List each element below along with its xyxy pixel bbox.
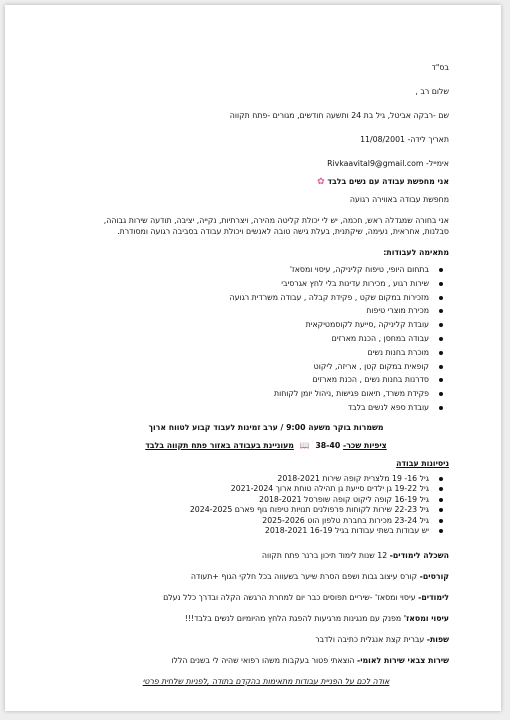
subline: מחפשת עבודה באווירה רגועה	[349, 195, 449, 204]
experience-title: ניסיונות עבודה	[396, 458, 449, 468]
education-label: השכלה לימודים-	[389, 550, 449, 560]
massage-text: מפנק עם מנגינות מרגיעות להפגת הלחץ מהיומיום לנשים בלבד!!!	[184, 613, 402, 623]
list-item: יש עבודות בשתי עבודות בגיל 16-19 2018-2021	[83, 526, 429, 537]
list-item: מכירת מוצרי טיפוח	[83, 304, 429, 318]
book-icon: 📖	[299, 440, 310, 450]
closing-line: אודה לכם על הפניית עבודות מתאימות בהקדם בתודה ,לפניות שלחית פרטי	[142, 676, 390, 686]
courses-line	[83, 572, 449, 582]
about-paragraph: אני בחורה שמגדלה ראש, חכמה, יש לי יכולת קליטה מהירה, ויצרתיות, נקייה, יציבה, תודעה שירות גבוהה, סבלנות, אחראית, נעימה, שיקתנית, בעלת גישה טובה לאנשים ויכולת עבודה בסביבה רגועה ומסודרת.	[103, 216, 449, 236]
availability: משמרות בוקר משעה 9:00 / ערב זמינות לעבוד קבוע לטווח ארוך	[148, 422, 384, 432]
list-item: פקידת משרד, תיאום פגישות ,ניהול יומן לקוחות	[83, 387, 429, 401]
list-item: עבודה במחסן , הכנת מארזים	[83, 332, 429, 346]
list-item: סדרנות בחנות נשים , הכנת מארזים	[83, 373, 429, 387]
list-item: עובדת קליניקה ,סייעת לקוסמטיקאית	[83, 318, 429, 332]
list-item: עובדת ספא לנשים בלבד	[83, 401, 429, 415]
email-link[interactable]: Rivkaavital9@gmail.com	[327, 159, 424, 168]
greeting: שלום רב ,	[415, 87, 449, 96]
flower-icon: ✿	[317, 177, 325, 187]
birth-date: 11/08/2001	[360, 135, 406, 144]
education-text: 12 שנות לימוד תיכון ברנר פתח תקווה	[261, 550, 388, 560]
army-label: שירות צבאי שירות לאומי-	[356, 655, 449, 665]
email-label: אימייל-	[426, 159, 449, 168]
area-text: מעוניינת בעבודה באזור פתח תקווה בלבד	[145, 440, 294, 450]
document-page	[5, 5, 501, 711]
studies-text: עיסוי ומסאז' -שיריים תפוסים כבר יום למחרת הרגשה הקלה ובדרך כלל נעלם	[163, 592, 416, 602]
list-item: גיל 22-23 שירות לקוחות פרפולנים תנויות טיפוח גוף פארם 2024-2025	[83, 505, 429, 516]
headline-text: אני מחפשת עבודה עם נשים בלבד	[327, 177, 449, 186]
list-item: מוכרת בחנות נשים	[83, 346, 429, 360]
bsd-header: בס"ד	[431, 63, 449, 72]
languages-label: שפות-	[426, 634, 449, 644]
birth-line	[83, 135, 449, 145]
list-item: גיל 19-22 גן ילדים סייעת גן תהילה טוחת ארוך 2021-2024	[83, 484, 429, 495]
cv-document	[83, 63, 449, 687]
studies-label: לימודים-	[418, 592, 449, 602]
salary-value: 38-40	[315, 440, 341, 450]
list-item: מזכירות במקום שקט , פקידת קבלה , עבודה משרדית רגועה	[83, 291, 429, 305]
list-item: גיל 23-24 מכירות בחברת טלפון הוט 2025-2026	[83, 516, 429, 527]
army-line	[83, 656, 449, 666]
email-line	[83, 159, 449, 169]
languages-text: עברית קצת אנגלית כתיבה ולדבר	[315, 634, 425, 644]
headline	[83, 177, 449, 187]
massage-line	[83, 614, 449, 624]
list-item: גיל 16- 19 מלצרית קופה שירות 2018-2021	[83, 474, 429, 485]
list-item: שירות רגוע , מכירות עדינות בלי לחץ אגרסיבי	[83, 277, 429, 291]
salary-line	[83, 441, 449, 451]
birth-label: תאריך לידה-	[407, 135, 449, 144]
education-line	[83, 551, 449, 561]
courses-text: קורס עיצוב גבות ושפם הסרת שיער בשעווה בכל חלקי הגוף +תעודה	[190, 571, 418, 581]
name-line: שם -רבקה אביטל, גיל בת 24 ותשעה חודשים, מגורים -פתח תקווה	[229, 111, 449, 120]
list-item: קופאית במקום קטן , אריזה, ליקוט	[83, 360, 429, 374]
list-item: בתחום היופי, טיפוח קליניקה, עיסוי ומסאז'	[83, 263, 429, 277]
courses-label: קורסים-	[419, 571, 449, 581]
suitable-title: מתאימה לעבודות:	[383, 248, 449, 257]
salary-label: ציפיות שכר-	[342, 440, 387, 450]
list-item: גיל 16-19 קופה ליקוט קופה שופרסל 2018-2021	[83, 495, 429, 506]
experience-list	[83, 474, 429, 537]
studies-line	[83, 593, 449, 603]
languages-line	[83, 635, 449, 645]
suitable-list	[83, 263, 429, 415]
army-text: הוצאתי פטור בעקבות משהו רפואי שהיה לי בשנים הללו	[171, 655, 355, 665]
massage-label: עיסוי ומסאז'	[403, 613, 449, 623]
